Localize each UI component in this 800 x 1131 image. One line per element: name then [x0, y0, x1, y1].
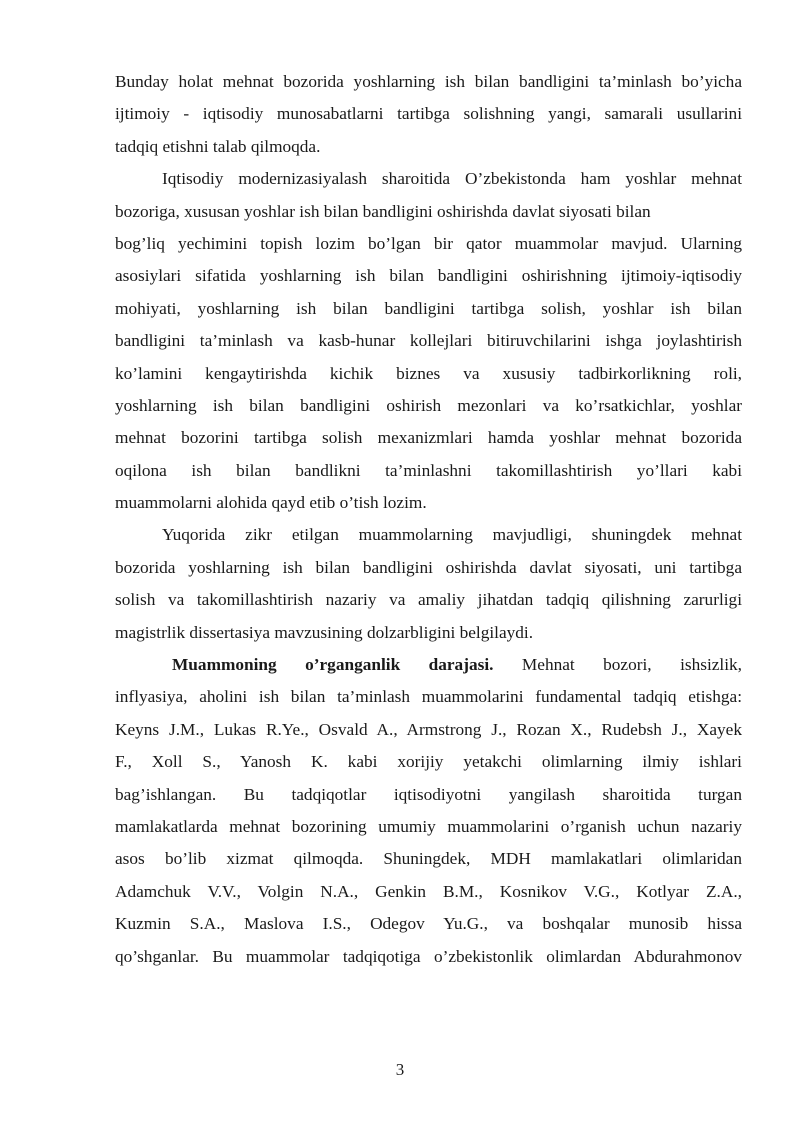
- text-line: mohiyati, yoshlarning ish bilan bandligini tartibga solish, yoshlar ish bilan: [115, 298, 742, 318]
- text-line: inflyasiya, aholini ish bilan ta’minlash muammolarini fundamental tadqiq etishga:: [115, 687, 742, 707]
- text-line: bozoriga, xususan yoshlar ish bilan bandligini oshirishda davlat siyosati bilan: [115, 201, 651, 221]
- text-line: Iqtisodiy modernizasiyalash sharoitida O’zbekistonda ham yoshlar mehnat: [162, 169, 742, 189]
- text-line: Keyns J.M., Lukas R.Ye., Osvald A., Armstrong J., Rozan X., Rudebsh J., Xayek: [115, 719, 742, 739]
- page-number: 3: [395, 1060, 405, 1079]
- text-line: Bunday holat mehnat bozorida yoshlarning ish bilan bandligini ta’minlash bo’yicha: [115, 72, 742, 91]
- text-line: ijtimoiy - iqtisodiy munosabatlarni tartibga solishning yangi, samarali usullarini: [115, 104, 742, 124]
- text-line: oqilona ish bilan bandlikni ta’minlashni takomillashtirish yo’llari kabi: [115, 460, 742, 480]
- text-line: Yuqorida zikr etilgan muammolarning mavjudligi, shuningdek mehnat: [162, 525, 742, 545]
- text-line: yoshlarning ish bilan bandligini oshirish mezonlari va ko’rsatkichlar, yoshlar: [115, 395, 742, 415]
- section-heading-line: [115, 649, 742, 681]
- section-heading: Muammoning o’rganganlik darajasi.: [172, 655, 494, 675]
- text-line: mamlakatlarda mehnat bozorining umumiy muammolarini o’rganish uchun nazariy: [115, 816, 742, 836]
- text-span: Mehnat bozori, ishsizlik,: [521, 655, 743, 675]
- text-line: asosiylari sifatida yoshlarning ish bilan bandligini oshirishning ijtimoiy-iqtisodiy: [115, 266, 742, 286]
- text-line: bozorida yoshlarning ish bilan bandligini oshirishda davlat siyosati, uni tartibga: [115, 557, 742, 577]
- text-line: bog’liq yechimini topish lozim bo’lgan bir qator muammolar mavjud. Ularning: [115, 233, 742, 253]
- text-line: F., Xoll S., Yanosh K. kabi xorijiy yetakchi olimlarning ilmiy ishlari: [115, 752, 742, 772]
- text-line: Kuzmin S.A., Maslova I.S., Odegov Yu.G., va boshqalar munosib hissa: [115, 914, 742, 934]
- text-line: asos bo’lib xizmat qilmoqda. Shuningdek, MDH mamlakatlari olimlaridan: [115, 849, 742, 869]
- text-line: muammolarni alohida qayd etib o’tish lozim.: [115, 493, 427, 513]
- text-line: bag’ishlangan. Bu tadqiqotlar iqtisodiyotni yangilash sharoitida turgan: [115, 784, 742, 804]
- text-line: magistrlik dissertasiya mavzusining dolzarbligini belgilaydi.: [115, 622, 534, 642]
- text-line: solish va takomillashtirish nazariy va amaliy jihatdan tadqiq qilishning zarurligi: [115, 590, 742, 610]
- text-line: mehnat bozorini tartibga solish mexanizmlari hamda yoshlar mehnat bozorida: [115, 428, 742, 448]
- text-line: qo’shganlar. Bu muammolar tadqiqotiga o’zbekistonlik olimlardan Abdurahmonov: [115, 946, 742, 966]
- document-body: [115, 66, 742, 973]
- text-line: bandligini ta’minlash va kasb-hunar kollejlari bitiruvchilarini ishga joylashtirish: [115, 331, 742, 351]
- text-line: Adamchuk V.V., Volgin N.A., Genkin B.M., Kosnikov V.G., Kotlyar Z.A.,: [115, 881, 742, 901]
- text-line: ko’lamini kengaytirishda kichik biznes va xususiy tadbirkorlikning roli,: [115, 363, 742, 383]
- text-line: tadqiq etishni talab qilmoqda.: [115, 136, 321, 156]
